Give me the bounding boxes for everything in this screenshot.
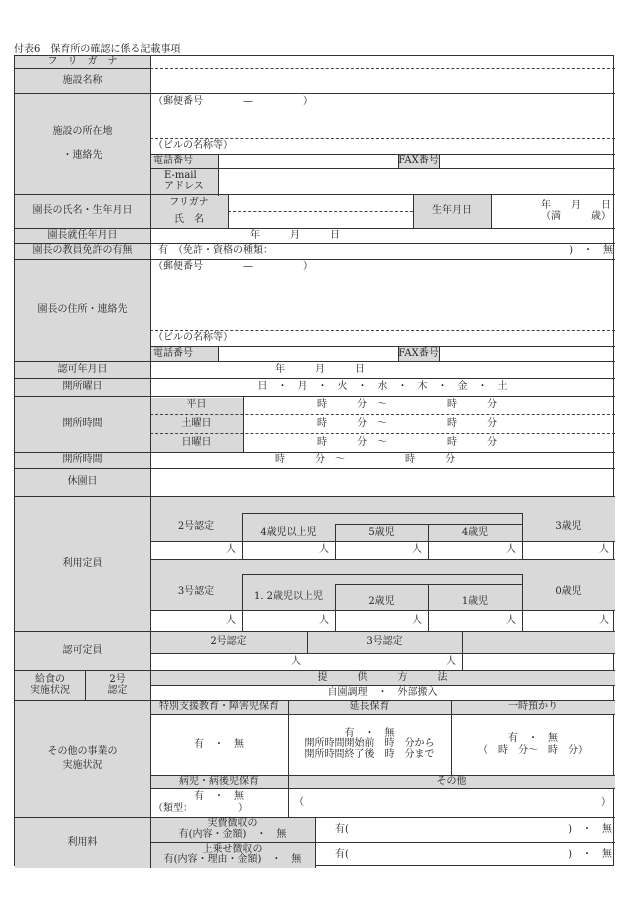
saturday-label: 土曜日	[181, 417, 212, 429]
fax-label: FAX番号	[398, 155, 439, 167]
licensed-2go-label: 2号認定	[210, 636, 247, 648]
building-name[interactable]: （ビルの名称等）	[153, 140, 233, 152]
extended-care-label: 延長保育	[349, 701, 390, 713]
sick-care-value[interactable]	[150, 788, 288, 817]
director-name-label: 園長の氏名・生年月日	[32, 205, 133, 217]
director-tel-label: 電話番号	[153, 347, 193, 359]
tel-label: 電話番号	[153, 155, 193, 167]
form-table	[14, 55, 614, 866]
licensed-2go-count[interactable]: 人	[291, 655, 301, 667]
extended-start: 開所時間開始前 時 分から	[304, 738, 435, 750]
meal-label-line1: 給食の	[35, 673, 65, 685]
cap-4y-label: 4歳児	[461, 526, 489, 538]
furigana-label: フ リ ガ ナ	[47, 56, 118, 68]
meal-label	[15, 670, 85, 700]
email-label-line1: E-mail	[164, 169, 197, 181]
cap-3y-count[interactable]: 人	[599, 544, 609, 556]
cap-2y-count[interactable]: 人	[412, 614, 422, 626]
sick-type: （類型： ）	[153, 802, 248, 814]
cap-1y-count[interactable]: 人	[506, 614, 516, 626]
cap-3go-count[interactable]: 人	[226, 614, 236, 626]
hours2-label: 開所時間	[62, 454, 103, 466]
license-label: 園長の教員免許の有無	[32, 245, 133, 257]
address-label-line1: 施設の所在地	[52, 126, 113, 137]
special-support-label: 特別支援教育・障害児保育	[159, 701, 279, 713]
birth-ymd: 年 月 日	[541, 199, 611, 211]
special-support-value[interactable]: 有 ・ 無	[194, 738, 244, 750]
cap-4y-count[interactable]: 人	[506, 544, 516, 556]
fee-actual-line2: 有(内容・金額) ・ 無	[178, 828, 287, 840]
cap-band-2	[150, 559, 615, 574]
fee-extra-tail[interactable]: ) ・ 無	[568, 849, 612, 861]
cap-4plus-count[interactable]: 人	[319, 544, 329, 556]
other-business-label	[15, 700, 150, 817]
cap-3y-label: 3歳児	[555, 521, 582, 533]
hours-label: 開所時間	[62, 418, 103, 430]
cap-1y-label: 1歳児	[461, 596, 489, 608]
cap-band-2b	[242, 574, 522, 584]
sunday-label: 日曜日	[181, 436, 212, 448]
temp-care-label: 一時預かり	[508, 701, 558, 713]
meal-value[interactable]: 自園調理 ・ 外部搬入	[327, 686, 438, 698]
sunday-hours[interactable]: 時 分 ～ 時 分	[317, 436, 497, 448]
meal-cert-line1: 2号	[109, 673, 126, 685]
temp-care-value[interactable]	[451, 714, 615, 775]
saturday-hours[interactable]: 時 分 ～ 時 分	[317, 417, 497, 429]
cap-2go-count[interactable]: 人	[226, 544, 236, 556]
other-header: その他	[436, 775, 467, 787]
fee-extra-label	[150, 842, 315, 868]
weekday-label: 平日	[186, 399, 207, 411]
director-furigana-label: フリガナ	[169, 196, 209, 208]
fee-extra-have[interactable]: 有(	[335, 849, 349, 861]
facility-name-label: 施設名称	[62, 74, 103, 86]
director-fax-label: FAX番号	[398, 347, 439, 359]
cap-2plus-count[interactable]: 人	[319, 614, 329, 626]
cap-0y-count[interactable]: 人	[599, 614, 609, 626]
meal-cert-label	[85, 670, 150, 700]
approval-label: 認可年月日	[57, 363, 108, 375]
other-paren-open[interactable]: （	[294, 796, 304, 808]
fee-extra-line1: 上乗せ徴収の	[202, 843, 263, 855]
birth-label: 生年月日	[432, 205, 472, 217]
postal-code[interactable]: （郵便番号 — ）	[153, 96, 313, 108]
extended-end: 開所時間終了後 時 分まで	[304, 748, 435, 760]
extended-care-value[interactable]	[288, 714, 451, 775]
cap-2go-label: 2号認定	[177, 521, 215, 533]
hours2-value[interactable]: 時 分 ～ 時 分	[275, 454, 455, 466]
license-value[interactable]: 有 （免許・資格の種類：	[158, 245, 273, 257]
director-name-short: 氏 名	[174, 213, 204, 225]
cap-5y-count[interactable]: 人	[412, 544, 422, 556]
email-label	[150, 168, 218, 194]
days-value[interactable]: 日 ・ 月 ・ 火 ・ 水 ・ 木 ・ 金 ・ 土	[257, 381, 508, 393]
temp-yes-no: 有 ・ 無	[508, 733, 558, 744]
fee-extra-line2: 有(内容・理由・金額) ・ 無	[163, 854, 302, 865]
cap-band-1b	[242, 513, 522, 524]
fee-actual-label	[150, 817, 315, 842]
birth-age: （満 歳）	[541, 211, 611, 222]
licensed-capacity-label: 認可定員	[62, 644, 103, 656]
cap-3go-label: 3号認定	[177, 586, 215, 598]
cap-2y-label: 2歳児	[368, 596, 395, 608]
meal-label-line2: 実施状況	[30, 685, 70, 696]
cap-2plus-label: 1. 2歳児以上児	[253, 591, 324, 603]
appointed-label: 園長就任年月日	[47, 229, 118, 241]
email-label-line2: アドレス	[164, 181, 204, 192]
address-label-line2: ・連絡先	[62, 149, 103, 161]
capacity-label: 利用定員	[62, 557, 103, 569]
fee-actual-have[interactable]: 有(	[335, 823, 349, 835]
fee-actual-line1: 実費徴収の	[207, 818, 258, 829]
fee-label: 利用料	[67, 836, 98, 848]
director-building[interactable]: （ビルの名称等）	[153, 332, 233, 344]
meal-header: 提 供 方 法	[317, 671, 448, 683]
cap-0y-label: 0歳児	[555, 586, 582, 598]
meal-cert-line2: 認定	[107, 685, 128, 696]
other-label-line2: 実施状況	[62, 759, 103, 771]
holiday-label: 休園日	[67, 476, 98, 488]
form-title: 付表6 保育所の確認に係る記載事項	[14, 44, 181, 55]
birth-date[interactable]	[491, 194, 615, 228]
sick-yes-no: 有 ・ 無	[194, 791, 244, 802]
fee-actual-tail[interactable]: ) ・ 無	[568, 823, 612, 835]
cap-5y-label: 5歳児	[368, 526, 395, 538]
temp-time: （ 時 分～ 時 分）	[478, 744, 588, 756]
director-postal[interactable]: （郵便番号 — ）	[153, 261, 313, 273]
cap-band-1	[150, 496, 615, 513]
extended-yes-no: 有 ・ 無	[344, 727, 395, 739]
sick-care-label: 病児・病後児保育	[179, 775, 259, 787]
approval-value[interactable]: 年 月 日	[275, 363, 365, 375]
other-paren-close[interactable]: ）	[601, 796, 611, 808]
other-label-line1: その他の事業の	[47, 746, 118, 757]
days-label: 開所曜日	[62, 381, 103, 393]
weekday-hours[interactable]: 時 分 ～ 時 分	[317, 399, 497, 411]
director-address-label: 園長の住所・連絡先	[37, 304, 128, 316]
cap-4plus-label: 4歳児以上児	[260, 526, 317, 538]
address-label	[15, 93, 150, 194]
appointed-value[interactable]: 年 月 日	[250, 229, 340, 241]
licensed-3go-label: 3号認定	[366, 636, 403, 648]
license-end[interactable]: ) ・ 無	[569, 245, 613, 257]
licensed-3go-count[interactable]: 人	[446, 655, 456, 667]
